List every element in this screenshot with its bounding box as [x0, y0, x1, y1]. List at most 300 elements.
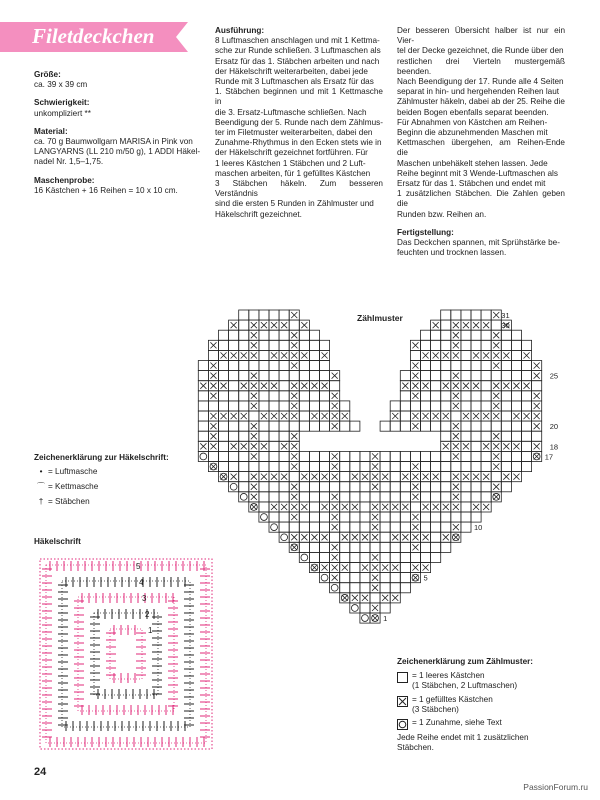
grid-cell [340, 462, 350, 472]
grid-cell [491, 472, 501, 482]
round-label: 2 [145, 610, 150, 619]
legend-label: = Stäbchen [48, 497, 90, 506]
grid-cell [269, 371, 279, 381]
grid-cell [350, 573, 360, 583]
row-label: 31 [501, 311, 510, 321]
grid-cell [461, 310, 471, 320]
grid-cell [461, 512, 471, 522]
grid-cell [461, 361, 471, 371]
grid-cell [309, 482, 319, 492]
grid-cell [400, 451, 410, 461]
grid-cell [390, 542, 400, 552]
grid-cell [269, 482, 279, 492]
grid-cell [471, 310, 481, 320]
increase-mark [281, 534, 288, 541]
grid-cell [309, 492, 319, 502]
grid-cell [360, 573, 370, 583]
page-title: Filetdeckchen [32, 24, 155, 48]
text-line: beiden Bogen ebenfalls separat beenden. [397, 107, 549, 117]
grid-cell [309, 340, 319, 350]
grid-cell [229, 431, 239, 441]
round-label: 4 [139, 578, 144, 587]
grid-cell [390, 401, 400, 411]
legend-text: (1 Stäbchen, 2 Luftmaschen) [412, 681, 518, 691]
grid-cell [320, 552, 330, 562]
grid-cell [229, 371, 239, 381]
grid-cell [340, 512, 350, 522]
grid-cell [219, 431, 229, 441]
grid-cell [380, 573, 390, 583]
grid-cell [461, 371, 471, 381]
legend-text: (3 Stäbchen) [412, 704, 459, 714]
grid-cell [390, 451, 400, 461]
grid-cell [501, 482, 511, 492]
grid-cell [269, 391, 279, 401]
filet-heart-chart [190, 305, 559, 630]
grid-cell [269, 340, 279, 350]
text-line: Runden bzw. Reihen an. [397, 209, 487, 219]
grid-cell [441, 472, 451, 482]
grid-cell [471, 512, 481, 522]
round-label: 1 [148, 626, 153, 635]
grid-cell [239, 472, 249, 482]
grid-cell [279, 371, 289, 381]
grid-cell [511, 421, 521, 431]
grid-cell [421, 340, 431, 350]
legend-label: = Luftmasche [48, 467, 98, 476]
grid-cell [431, 381, 441, 391]
grid-cell [279, 381, 289, 391]
grid-cell [400, 462, 410, 472]
legend-label: = Kettmasche [48, 482, 99, 491]
grid-cell [410, 401, 420, 411]
text-line: 3 Stäbchen häkeln. Zum besseren Verständnis [215, 179, 383, 199]
grid-cell [421, 512, 431, 522]
grid-cell [299, 522, 309, 532]
legend-text: = 1 leeres Kästchen [412, 671, 485, 681]
grid-cell [259, 391, 269, 401]
grid-cell [471, 492, 481, 502]
grid-cell [380, 462, 390, 472]
grid-cell [481, 310, 491, 320]
grid-cell [501, 361, 511, 371]
grid-cell [198, 431, 208, 441]
gauge-value: 16 Kästchen + 16 Reihen = 10 x 10 cm. [34, 185, 178, 195]
grid-cell [299, 512, 309, 522]
grid-cell [481, 391, 491, 401]
legend-treble [34, 494, 169, 509]
increase-mark [301, 554, 308, 561]
grid-cell [320, 462, 330, 472]
grid-cell [400, 552, 410, 562]
grid-cell [380, 552, 390, 562]
grid-cell [219, 371, 229, 381]
text-line: Häkelschrift gezeichnet. [215, 209, 302, 219]
grid-cell [471, 330, 481, 340]
grid-cell [219, 361, 229, 371]
grid-cell [340, 573, 350, 583]
grid-cell [259, 492, 269, 502]
grid-cell [208, 451, 218, 461]
text-line: der Häkelschrift gezeichnet fortführen. Für [215, 148, 368, 158]
grid-cell [340, 472, 350, 482]
grid-cell [309, 552, 319, 562]
grid-cell [511, 391, 521, 401]
text-line: Für Abnahmen von Kästchen am Reihen- [397, 117, 548, 127]
grid-cell [340, 482, 350, 492]
page-number: 24 [34, 766, 47, 778]
grid-cell [229, 330, 239, 340]
round-outline [62, 581, 190, 727]
grid-cell [360, 583, 370, 593]
grid-cell [421, 371, 431, 381]
slip-stitch-icon: ⌒ [36, 482, 46, 491]
grid-cell [299, 411, 309, 421]
text-line: restlichen drei Vierteln mustergemäß beenden. [397, 56, 565, 76]
grid-cell [269, 462, 279, 472]
grid-cell [481, 482, 491, 492]
grid-cell [461, 350, 471, 360]
grid-cell [299, 451, 309, 461]
grid-cell [400, 583, 410, 593]
grid-cell [421, 492, 431, 502]
row-label: 5 [423, 573, 428, 583]
grid-cell [269, 421, 279, 431]
text-line: Nach Beendigung der 17. Runde alle 4 Seiten [397, 77, 564, 87]
text-line: tel der Decke gezeichnet, die Runde über den [397, 46, 564, 56]
round-outline [46, 565, 206, 743]
grid-cell [471, 421, 481, 431]
grid-cell [431, 330, 441, 340]
text-line: 8 Luftmaschen anschlagen und mit 1 Kettma- [215, 36, 380, 46]
grid-cell [320, 451, 330, 461]
chain-icon: • [39, 467, 43, 476]
chart-title: Zählmuster [357, 313, 403, 323]
grid-cell [219, 441, 229, 451]
grid-cell [380, 451, 390, 461]
grid-cell [360, 492, 370, 502]
grid-cell [400, 482, 410, 492]
grid-cell [279, 522, 289, 532]
grid-cell [269, 451, 279, 461]
material-heading: Material: [34, 126, 68, 136]
grid-cell [340, 492, 350, 502]
grid-cell [431, 492, 441, 502]
grid-cell [441, 391, 451, 401]
grid-cell [390, 522, 400, 532]
grid-cell [340, 552, 350, 562]
size-heading: Größe: [34, 70, 61, 79]
grid-cell [269, 401, 279, 411]
grid-cell [481, 451, 491, 461]
grid-cell [400, 371, 410, 381]
grid-cell [229, 462, 239, 472]
grid-cell [491, 421, 501, 431]
grid-cell [279, 391, 289, 401]
grid-cell [279, 482, 289, 492]
grid-cell [441, 330, 451, 340]
grid-cell [350, 512, 360, 522]
grid-cell [370, 542, 380, 552]
grid-cell [350, 482, 360, 492]
grid-cell [431, 552, 441, 562]
grid-cell [431, 522, 441, 532]
grid-cell [198, 391, 208, 401]
grid-cell [421, 330, 431, 340]
grid-cell [239, 401, 249, 411]
grid-cell [350, 421, 360, 431]
chart-border [40, 559, 212, 749]
grid-cell [501, 462, 511, 472]
grid-cell [269, 361, 279, 371]
grid-cell [239, 310, 249, 320]
grid-cell [279, 431, 289, 441]
increase-mark [331, 584, 338, 591]
grid-cell [410, 502, 420, 512]
grid-cell [259, 340, 269, 350]
grid-cell [421, 421, 431, 431]
grid-cell [481, 462, 491, 472]
grid-cell [299, 361, 309, 371]
grid-cell [471, 361, 481, 371]
grid-cell [219, 462, 229, 472]
grid-cell [309, 330, 319, 340]
grid-cell [441, 401, 451, 411]
grid-cell [299, 482, 309, 492]
increase-mark [351, 605, 358, 612]
grid-cell [360, 603, 370, 613]
increase-mark [362, 615, 369, 622]
difficulty-heading: Schwierigkeit: [34, 98, 90, 108]
grid-cell [481, 381, 491, 391]
legend-filled-box [397, 695, 567, 715]
chart-legend [397, 657, 567, 753]
grid-cell [380, 512, 390, 522]
grid-cell [441, 340, 451, 350]
grid-cell [360, 502, 370, 512]
grid-cell [451, 361, 461, 371]
text-line: Ersatz für das 1. Stäbchen arbeiten und nach [215, 56, 380, 66]
grid-cell [340, 522, 350, 532]
text-line: separat in hin- und hergehenden Reihen laut [397, 87, 560, 97]
grid-cell [511, 361, 521, 371]
grid-cell [229, 361, 239, 371]
grid-cell [259, 330, 269, 340]
grid-cell [219, 340, 229, 350]
text-line: Maschen unbehäkelt stehen lassen. Jede [397, 158, 548, 168]
grid-cell [461, 451, 471, 461]
grid-cell [400, 401, 410, 411]
grid-cell [522, 462, 532, 472]
grid-cell [400, 563, 410, 573]
grid-cell [380, 492, 390, 502]
grid-cell [309, 451, 319, 461]
grid-cell [522, 401, 532, 411]
grid-cell [219, 391, 229, 401]
grid-cell [219, 330, 229, 340]
legend-slip-stitch [34, 479, 169, 494]
grid-cell [431, 482, 441, 492]
grid-cell [360, 451, 370, 461]
treble-icon: † [38, 497, 44, 506]
grid-cell [511, 330, 521, 340]
grid-cell [309, 502, 319, 512]
grid-cell [239, 340, 249, 350]
text-line: Beginn die abzunehmenden Maschen mit [397, 128, 548, 138]
grid-cell [431, 451, 441, 461]
grid-cell [421, 401, 431, 411]
grid-cell [239, 431, 249, 441]
grid-cell [208, 401, 218, 411]
grid-cell [441, 522, 451, 532]
grid-cell [309, 512, 319, 522]
grid-cell [410, 552, 420, 562]
grid-cell [219, 451, 229, 461]
grid-cell [390, 583, 400, 593]
grid-cell [198, 361, 208, 371]
grid-cell [279, 462, 289, 472]
grid-cell [501, 340, 511, 350]
grid-cell [522, 391, 532, 401]
grid-cell [410, 451, 420, 461]
grid-cell [350, 522, 360, 532]
grid-cell [269, 330, 279, 340]
grid-cell [269, 310, 279, 320]
grid-cell [451, 310, 461, 320]
grid-cell [350, 583, 360, 593]
instructions-column [215, 26, 383, 220]
grid-cell [421, 542, 431, 552]
grid-cell [441, 482, 451, 492]
grid-cell [208, 350, 218, 360]
text-line: 1 leeres Kästchen 1 Stäbchen und 2 Luft- [215, 158, 366, 168]
grid-cell [198, 421, 208, 431]
grid-cell [370, 593, 380, 603]
grid-cell [390, 482, 400, 492]
grid-cell [491, 371, 501, 381]
grid-cell [461, 492, 471, 502]
grid-cell [461, 391, 471, 401]
grid-cell [299, 391, 309, 401]
grid-cell [340, 542, 350, 552]
grid-cell [289, 371, 299, 381]
grid-cell [431, 421, 441, 431]
increase-mark [261, 514, 268, 521]
grid-cell [441, 320, 451, 330]
grid-cell [370, 492, 380, 502]
grid-cell [279, 492, 289, 502]
grid-cell [309, 462, 319, 472]
text-line: ter im Filetmuster weiterarbeiten, dabei den [215, 128, 373, 138]
grid-cell [522, 451, 532, 461]
grid-cell [279, 310, 289, 320]
text-line: sind die ersten 5 Runden in Zählmuster und [215, 199, 374, 209]
grid-cell [259, 310, 269, 320]
grid-cell [198, 371, 208, 381]
grid-cell [299, 371, 309, 381]
grid-cell [279, 361, 289, 371]
grid-cell [400, 522, 410, 532]
grid-cell [481, 361, 491, 371]
grid-cell [320, 522, 330, 532]
grid-cell [441, 542, 451, 552]
legend-chain [34, 464, 169, 479]
grid-cell [461, 421, 471, 431]
grid-cell [259, 451, 269, 461]
grid-cell [320, 361, 330, 371]
legend-note: Stäbchen. [397, 743, 434, 753]
row-label: 1 [383, 614, 388, 624]
grid-cell [431, 340, 441, 350]
grid-cell [299, 401, 309, 411]
grid-cell [259, 361, 269, 371]
cross-box-icon [397, 696, 408, 707]
grid-cell [320, 401, 330, 411]
grid-cell [320, 391, 330, 401]
grid-cell [511, 431, 521, 441]
empty-box-icon [397, 672, 408, 683]
grid-cell [481, 401, 491, 411]
grid-cell [350, 552, 360, 562]
text-line: der Häkelschrift weiterarbeiten, dabei jede [215, 66, 368, 76]
grid-cell [451, 512, 461, 522]
grid-cell [481, 431, 491, 441]
grid-cell [410, 350, 420, 360]
grid-cell [259, 431, 269, 441]
grid-cell [198, 411, 208, 421]
round-label: 3 [142, 594, 147, 603]
grid-cell [451, 462, 461, 472]
grid-cell [239, 451, 249, 461]
grid-cell [461, 482, 471, 492]
grid-cell [461, 522, 471, 532]
grid-cell [299, 492, 309, 502]
grid-cell [400, 573, 410, 583]
grid-cell [249, 411, 259, 421]
grid-cell [350, 542, 360, 552]
grid-cell [380, 603, 390, 613]
grid-cell [390, 573, 400, 583]
grid-cell [390, 512, 400, 522]
grid-cell [279, 401, 289, 411]
grid-cell [269, 492, 279, 502]
heart-grid [198, 310, 541, 623]
row-label: 18 [549, 442, 559, 452]
text-line: Ersatz für das 1. Stäbchen und endet mit [397, 179, 546, 189]
grid-cell [320, 371, 330, 381]
grid-cell [522, 431, 532, 441]
grid-cell [461, 502, 471, 512]
grid-cell [380, 482, 390, 492]
text-line: feuchten und trocknen lassen. [397, 248, 507, 258]
grid-cell [259, 350, 269, 360]
text-line: 1. Stäbchen beginnen und mit 1 Kettmasche in [215, 87, 383, 107]
grid-cell [279, 451, 289, 461]
grid-cell [481, 421, 491, 431]
grid-cell [421, 361, 431, 371]
grid-cell [279, 330, 289, 340]
grid-cell [259, 462, 269, 472]
text-line: Beendigung der 5. Runde nach dem Zählmus- [215, 117, 383, 127]
grid-cell [380, 542, 390, 552]
grid-cell [219, 401, 229, 411]
grid-cell [239, 371, 249, 381]
grid-cell [400, 512, 410, 522]
grid-cell [340, 421, 350, 431]
grid-cell [390, 492, 400, 502]
grid-cell [501, 421, 511, 431]
grid-cell [390, 421, 400, 431]
